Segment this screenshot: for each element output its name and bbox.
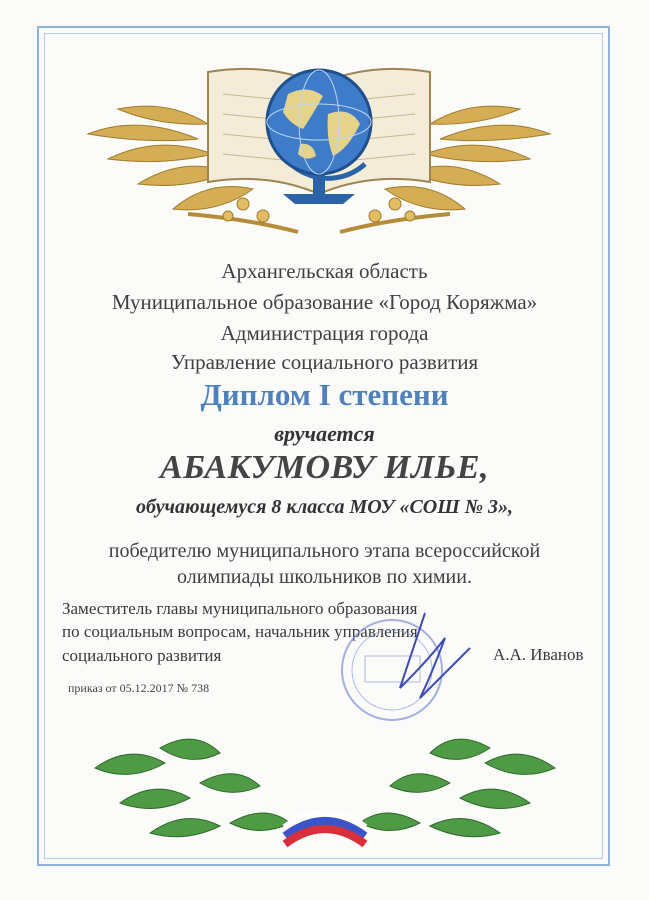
recipient-name: АБАКУМОВУ ИЛЬЕ, — [159, 449, 490, 486]
awarded-text: вручается — [274, 421, 375, 446]
laurel-branches-flag-icon — [90, 728, 560, 858]
round-seal-icon — [330, 608, 480, 726]
globe-book-laurel-icon — [78, 44, 560, 244]
municipality-line: Муниципальное образование «Город Коряжма» — [111, 290, 538, 314]
signer-name: А.А. Иванов — [493, 645, 584, 664]
signer-position-line-1: Заместитель главы муниципального образования — [62, 599, 418, 618]
signer-position-line-2: по социальным вопросам, начальник управления — [62, 622, 418, 641]
diploma-title: Диплом I степени — [200, 377, 449, 412]
department-line: Управление социального развития — [170, 350, 479, 374]
reason-line-2: олимпиады школьников по химии. — [177, 566, 472, 588]
region-line: Архангельская область — [221, 259, 428, 283]
order-reference: приказ от 05.12.2017 № 738 — [68, 681, 210, 695]
reason-line-1: победителю муниципального этапа всероссийской — [108, 540, 541, 562]
student-info: обучающемуся 8 класса МОУ «СОШ № 3», — [135, 496, 514, 518]
signer-position-line-3: социального развития — [62, 646, 222, 665]
administration-line: Администрация города — [220, 321, 429, 345]
